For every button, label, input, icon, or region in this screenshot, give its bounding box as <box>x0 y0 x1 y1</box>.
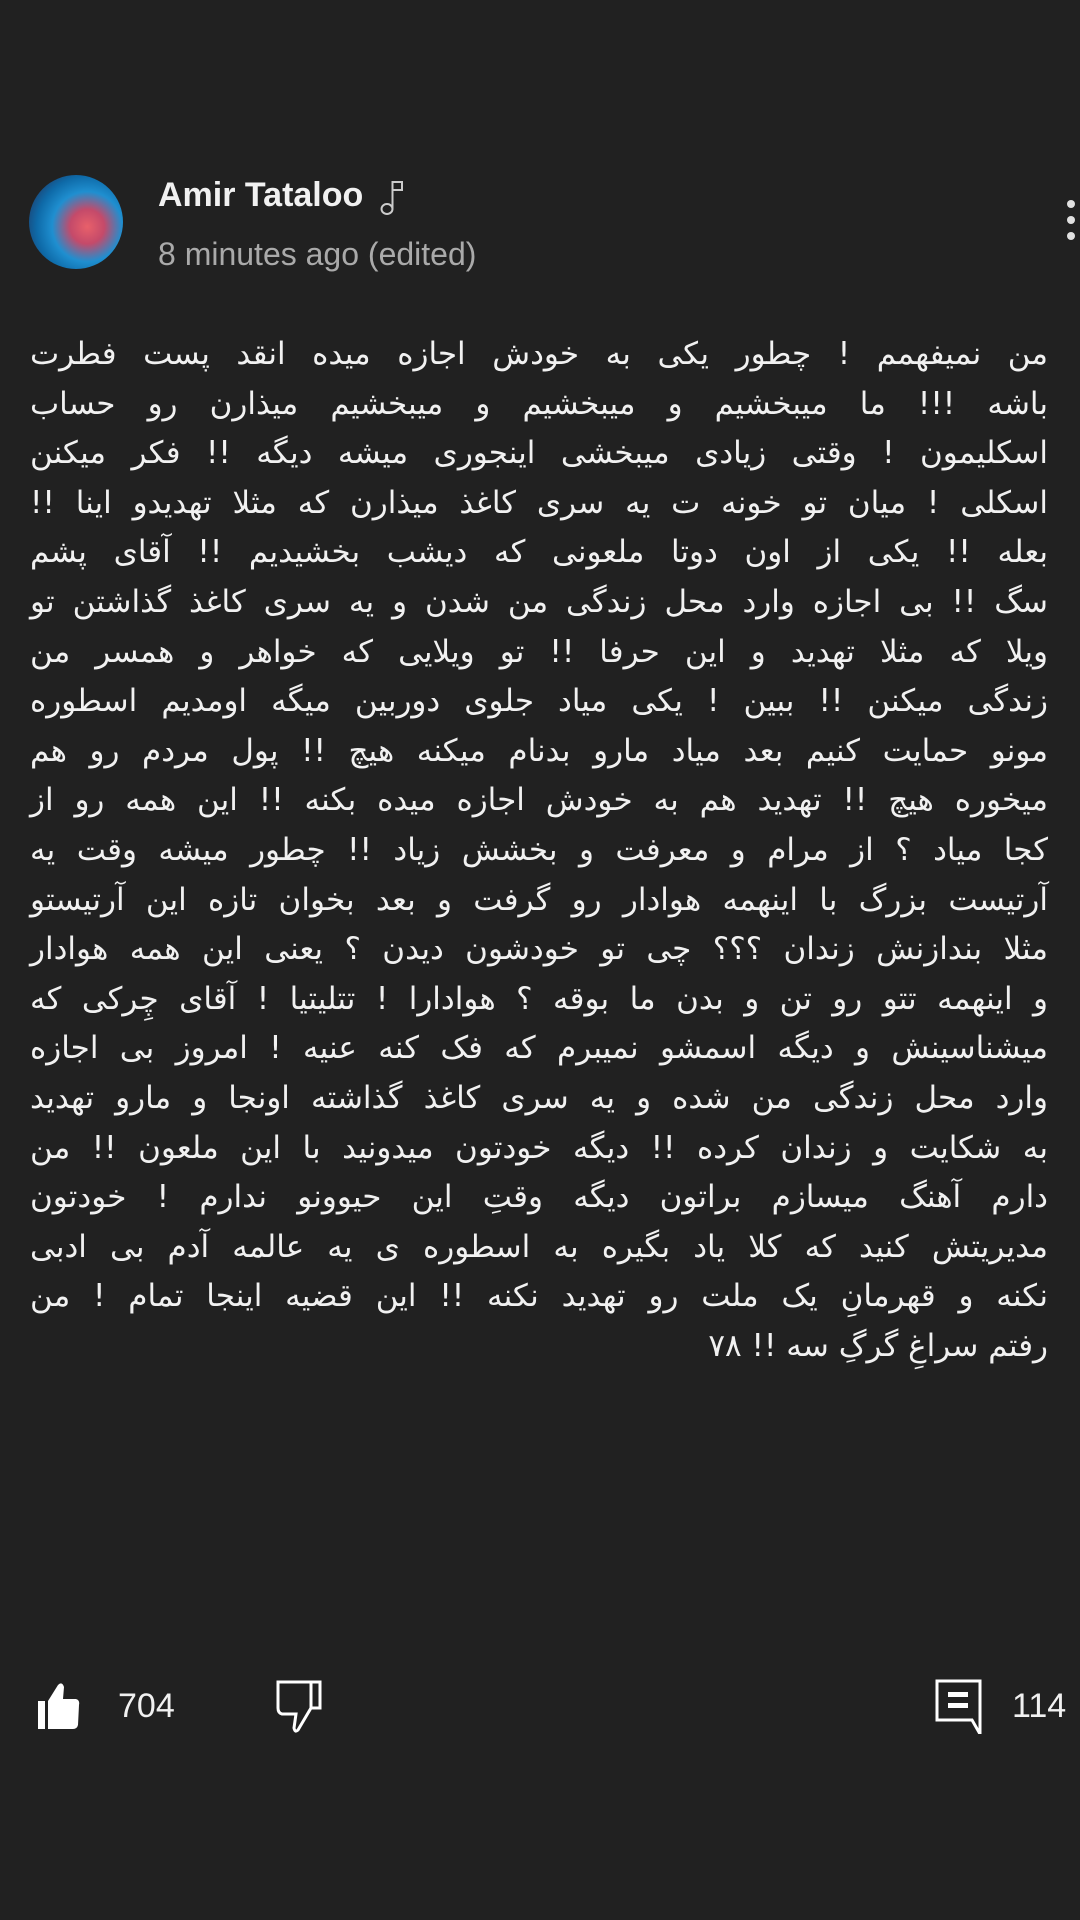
comment-text-line: من نمیفهمم ! چطور یکی به خودش اجازه میده انقد پست فطرت <box>30 336 1048 372</box>
like-count: 704 <box>118 1686 175 1725</box>
comment-icon <box>934 1678 984 1734</box>
comment-text-line: نکنه و قهرمانِ یک ملت رو تهدید نکنه !! این قضیه اینجا تمام ! من <box>30 1278 1048 1315</box>
comment-text-line: میخوره هیچ !! تهدید هم به خودش اجازه میده بکنه !! این همه رو از <box>30 782 1048 819</box>
comment-text-line: مثلا بندازنش زندان ؟؟؟ چی تو خودشون دیدن ؟ یعنی این همه هوادار <box>30 931 1048 968</box>
comment-text-line: رفتم سراغِ گرگِ سه !! ۷۸ <box>708 1327 1048 1364</box>
reply-button[interactable] <box>934 1678 1066 1734</box>
timestamp: 8 minutes ago (edited) <box>158 236 477 272</box>
comment-text-line: اسکلیمون ! وقتی زیادی میبخشی اینجوری میشه دیگه !! فکر میکنن <box>30 435 1048 472</box>
comment-text-line: مدیریتش کنید که کلا یاد بگیره به اسطوره ی یه عالمه آدم بی ادبی <box>30 1228 1048 1265</box>
comment-text-line: مونو حمایت کنیم بعد میاد مارو بدنام میکنه هیچ !! پول مردم رو هم <box>30 732 1048 769</box>
comment-text-line: زندگی میکنن !! ببین ! یکی میاد جلوی دوربین میگه اومدیم اسطوره <box>30 683 1048 720</box>
music-note-icon <box>380 178 406 218</box>
comment-text <box>30 330 1048 1371</box>
comment-text-line: و اینهمه تتو رو تن و بدن ما بوقه ؟ هوادارا ! تتلیتیا ! آقای چِرکی که <box>30 980 1048 1017</box>
comment-text-line: ویلا که مثلا تهدید و این حرفا !! تو ویلایی که خواهر و همسر من <box>30 633 1048 670</box>
author-name[interactable]: Amir Tataloo <box>158 176 364 214</box>
reply-count: 114 <box>1012 1686 1067 1725</box>
avatar[interactable] <box>29 175 123 269</box>
comment-text-line: آرتیست بزرگ با اینهمه هوادار رو گرفت و بعد بخوان تازه این آرتیستو <box>30 881 1048 918</box>
comment-text-line: کجا میاد ؟ از مرام و معرفت و بخشش زیاد !! چطور میشه وقت یه <box>30 831 1048 868</box>
comment-text-line: وارد محل زندگی من شده و یه سری کاغذ گذاشته اونجا و مارو تهدید <box>30 1079 1048 1116</box>
comment-actions <box>0 1678 1080 1734</box>
thumbs-up-icon <box>36 1681 86 1731</box>
comment-text-line: باشه !!! ما میبخشیم و میبخشیم و میبخشیم میذارن رو حساب <box>30 385 1048 422</box>
comment-text-line: بعله !! یکی از اون دوتا ملعونی که دیشب بخشیدیم !! آقای پشم <box>30 534 1048 571</box>
thumbs-down-icon <box>268 1678 324 1734</box>
comment-text-line: میشناسینش و دیگه اسمشو نمیبرم که فک کنه عنیه ! امروز بی اجازه <box>30 1030 1048 1067</box>
like-button[interactable] <box>36 1678 175 1734</box>
comment-text-line: اسکلی ! میان تو خونه ت یه سری کاغذ میذارن که مثلا تهدیدو اینا !! <box>30 484 1048 521</box>
comment-text-line: به شکایت و زندان کرده !! دیگه خودتون میدونید با این ملعون !! من <box>30 1129 1048 1166</box>
comment-text-line: دارم آهنگ میسازم براتون دیگه وقتِ این حیوونو ندارم ! خودتون <box>30 1179 1048 1216</box>
comment-text-line: سگ !! بی اجازه وارد محل زندگی من شدن و یه سری کاغذ گذاشتن تو <box>30 583 1048 620</box>
dislike-button[interactable] <box>268 1678 324 1734</box>
more-options-icon[interactable] <box>1064 200 1078 250</box>
